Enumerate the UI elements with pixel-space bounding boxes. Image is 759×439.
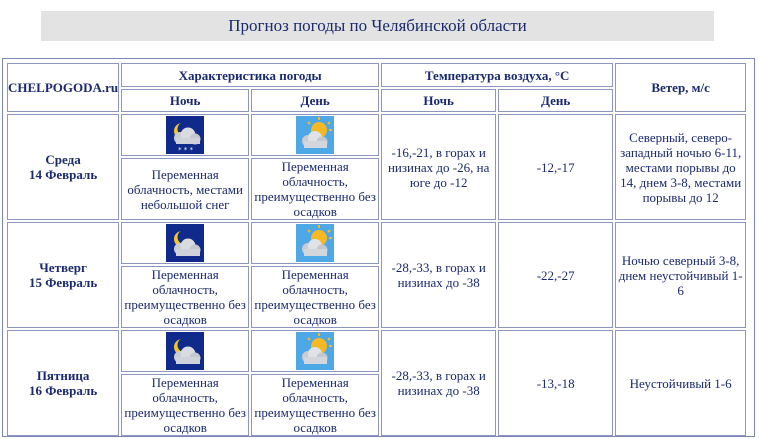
svg-text:* * *: * * *: [178, 146, 194, 154]
night-description: Переменная облачность, преимущественно без осадков: [121, 266, 249, 328]
night-cloud-icon: [166, 224, 204, 262]
night-cloud-snow-icon: [166, 116, 204, 154]
day-label: [7, 330, 119, 436]
night-description: Переменная облачность, преимущественно без осадков: [121, 374, 249, 436]
day-weekday: Среда: [45, 152, 81, 167]
night-description: Переменная облачность, местами небольшой снег: [121, 158, 249, 220]
temp-day-value: -12,-17: [498, 114, 613, 220]
wind-value: Неустойчивый 1-6: [615, 330, 746, 436]
subheader-temp-day: День: [498, 89, 613, 112]
day-weekday: Пятница: [36, 368, 90, 383]
forecast-frame: [2, 58, 755, 437]
header-wind: Ветер, м/с: [615, 63, 746, 112]
day-description: Переменная облачность, преимущественно без осадков: [251, 158, 379, 220]
sun-cloud-icon: [296, 224, 334, 262]
day-icon-cell: [251, 114, 379, 156]
night-icon-cell: [121, 222, 249, 264]
day-label: [7, 222, 119, 328]
header-weather: Характеристика погоды: [121, 63, 379, 87]
day-description: Переменная облачность, преимущественно без осадков: [251, 266, 379, 328]
night-icon-cell: [121, 330, 249, 372]
night-cloud-icon: [166, 332, 204, 370]
temp-night-value: -28,-33, в горах и низинах до -38: [381, 222, 496, 328]
subheader-weather-day: День: [251, 89, 379, 112]
night-icon-cell: [121, 114, 249, 156]
header-temperature: Температура воздуха, °С: [381, 63, 613, 87]
temp-night-value: -28,-33, в горах и низинах до -38: [381, 330, 496, 436]
temp-day-value: -22,-27: [498, 222, 613, 328]
day-label: [7, 114, 119, 220]
site-brand: CHELPOGODA.ru: [7, 63, 119, 112]
sun-cloud-icon: [296, 332, 334, 370]
day-date: 14 Февраль: [28, 167, 98, 182]
day-description: Переменная облачность, преимущественно без осадков: [251, 374, 379, 436]
day-icon-cell: [251, 330, 379, 372]
temp-night-value: -16,-21, в горах и низинах до -26, на юге до -12: [381, 114, 496, 220]
wind-value: Северный, северо-западный ночью 6-11, местами порывы до 14, днем 3-8, местами порывы до 12: [615, 114, 746, 220]
page-title: Прогноз погоды по Челябинской области: [41, 11, 714, 41]
sun-cloud-icon: [296, 116, 334, 154]
temp-day-value: -13,-18: [498, 330, 613, 436]
day-date: 16 Февраль: [28, 383, 98, 398]
wind-value: Ночью северный 3-8, днем неустойчивый 1-6: [615, 222, 746, 328]
subheader-weather-night: Ночь: [121, 89, 249, 112]
day-date: 15 Февраль: [28, 275, 98, 290]
day-weekday: Четверг: [39, 260, 87, 275]
day-icon-cell: [251, 222, 379, 264]
forecast-table: [5, 61, 748, 438]
subheader-temp-night: Ночь: [381, 89, 496, 112]
